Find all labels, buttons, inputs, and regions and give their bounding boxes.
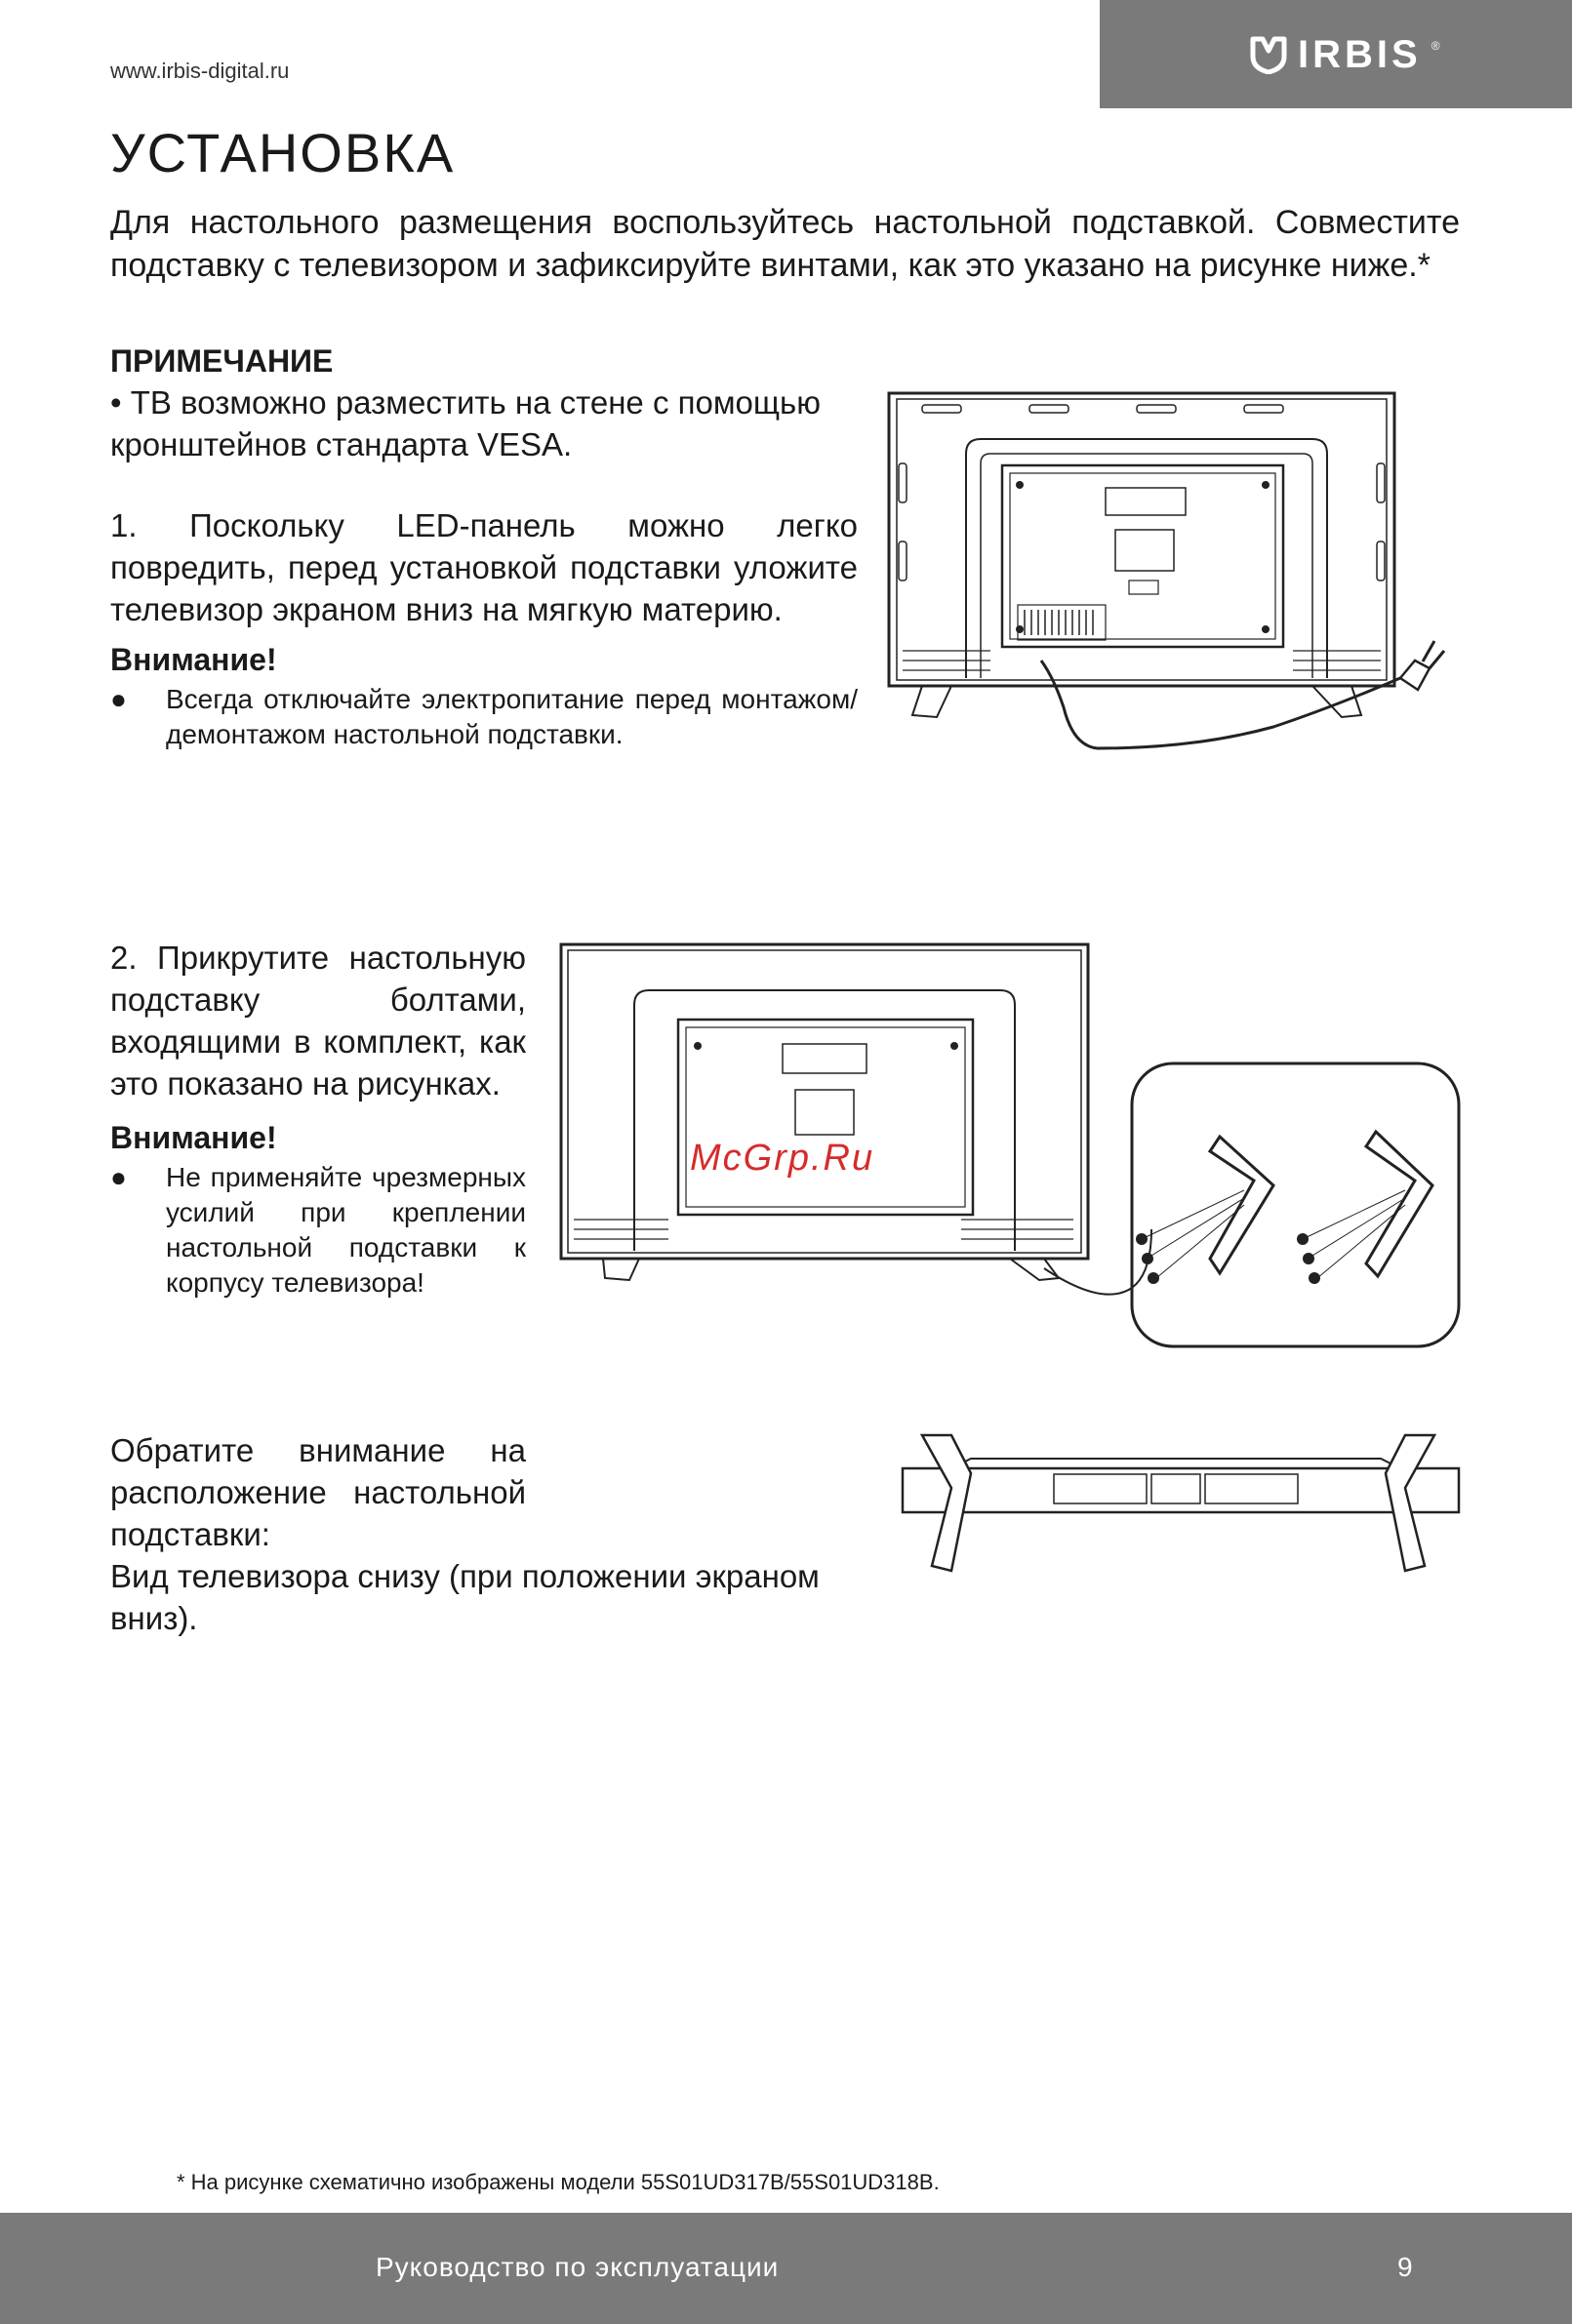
warning-text-1: Всегда отключайте электропитание перед монтажом/демонтажом настольной подставки. [166,684,858,749]
irbis-shield-icon [1249,35,1288,74]
warning-text-2: Не применяйте чрезмерных усилий при креплении настольной подставки к корпусу телевизора! [166,1162,526,1298]
stand-position-text-1: Обратите внимание на расположение настольной подставки: [110,1432,526,1552]
step-2-text: 2. Прикрутите настольную подставку болтами, входящими в комплект, как это показано на рисунках. [110,940,526,1102]
bullet-icon: ● [110,1162,127,1192]
warning-title-2: Внимание! [110,1120,277,1155]
step-1-text: 1. Поскольку LED-панель можно легко повредить, перед установкой подставки уложите телевизор экраном вниз на мягкую материю. [110,507,858,627]
tv-bottom-view-figure [893,1429,1469,1581]
vesa-note: • ТВ возможно разместить на стене с помощью кронштейнов стандарта VESA. [110,384,821,462]
note-section [110,343,858,752]
manual-title: Руководство по эксплуатации [376,2252,780,2282]
intro-paragraph: Для настольного размещения воспользуйтесь настольной подставкой. Совместите подставку с телевизором и зафиксируйте винтами, как это указано на рисунке ниже.* [110,204,1460,284]
page-title: УСТАНОВКА [110,122,456,183]
watermark-text: McGrp.Ru [690,1138,875,1179]
brand-registered-mark: ® [1431,39,1440,53]
site-url[interactable]: www.irbis-digital.ru [110,59,290,83]
footnote: * На рисунке схематично изображены модели 55S01UD317B/55S01UD318B. [177,2170,940,2194]
warning-item-2 [110,1160,526,1301]
tv-rear-power-figure [883,385,1469,756]
brand-name: IRBIS [1298,32,1422,76]
stand-position-text-2: Вид телевизора снизу (при положении экраном вниз). [110,1558,820,1636]
step-2-section [110,937,526,1301]
warning-title-1: Внимание! [110,642,277,677]
stand-position-note [110,1429,871,1639]
page-number: 9 [1397,2252,1413,2282]
bullet-icon: ● [110,684,127,714]
irbis-logo [1249,29,1440,80]
warning-item-1 [110,682,858,752]
note-heading: ПРИМЕЧАНИЕ [110,343,334,379]
page-footer [0,2213,1572,2324]
